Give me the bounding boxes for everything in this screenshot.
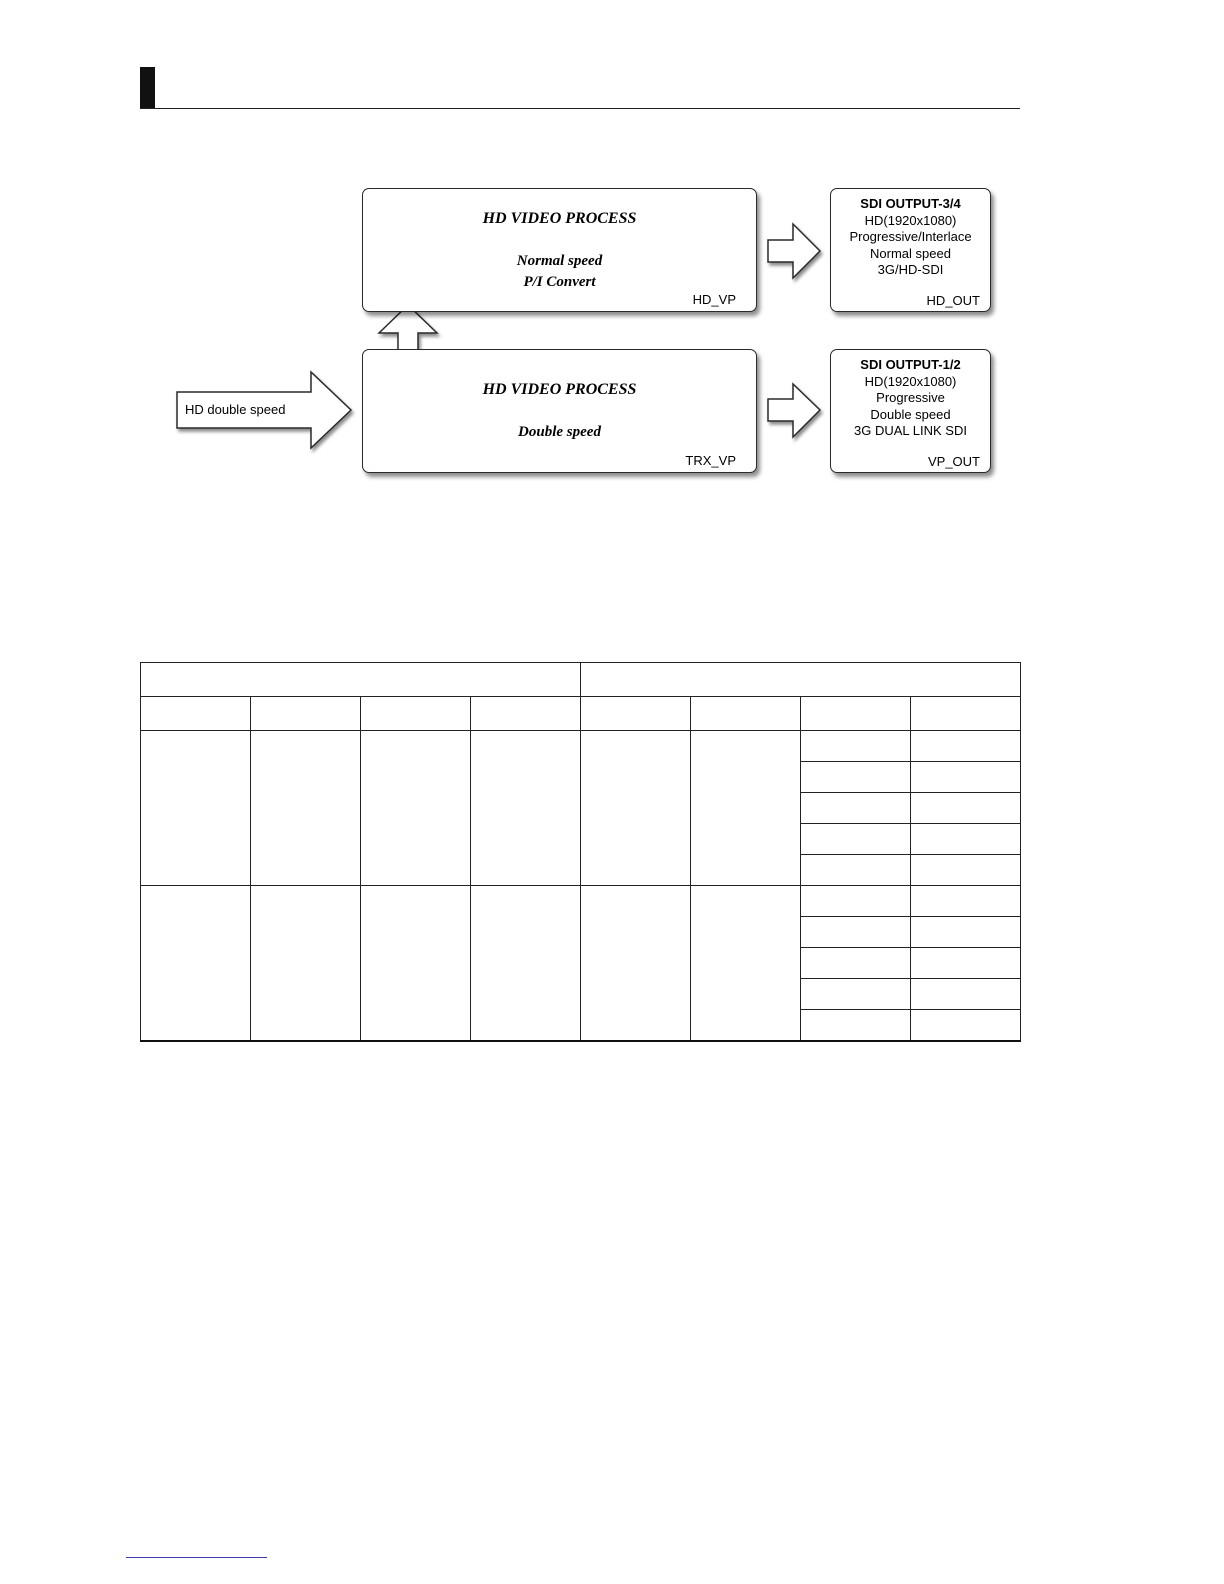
table-row bbox=[141, 731, 1021, 762]
table-group-header-input bbox=[141, 663, 581, 697]
table-cell bbox=[801, 855, 911, 886]
table-cell bbox=[911, 948, 1021, 979]
sdi-output-34-box bbox=[830, 188, 991, 312]
table-cell bbox=[691, 886, 801, 1042]
section-rule bbox=[140, 108, 1020, 109]
table-column-header bbox=[141, 697, 251, 731]
output-34-line: HD(1920x1080) bbox=[864, 212, 957, 228]
table-cell bbox=[911, 886, 1021, 917]
table-column-header bbox=[801, 697, 911, 731]
table-cell bbox=[801, 979, 911, 1010]
output-34-line: Progressive/Interlace bbox=[849, 229, 972, 244]
trx-process-title: HD VIDEO PROCESS bbox=[482, 381, 637, 398]
format-table bbox=[140, 662, 1021, 1042]
table-cell bbox=[911, 793, 1021, 824]
table-cell bbox=[581, 731, 691, 886]
table-cell bbox=[801, 731, 911, 762]
output-34-title: SDI OUTPUT-3/4 bbox=[860, 196, 961, 211]
output-34-line: Normal speed bbox=[870, 245, 951, 261]
table-column-header bbox=[251, 697, 361, 731]
table-column-header-row bbox=[141, 697, 1021, 731]
output-12-line: 3G DUAL LINK SDI bbox=[854, 423, 967, 438]
table-cell bbox=[141, 886, 251, 1042]
table-column-header bbox=[471, 697, 581, 731]
table-cell bbox=[801, 762, 911, 793]
right-arrow-hd bbox=[768, 224, 820, 278]
table-cell bbox=[251, 731, 361, 886]
table-column-header bbox=[361, 697, 471, 731]
output-12-title: SDI OUTPUT-1/2 bbox=[860, 357, 961, 372]
table-cell bbox=[361, 886, 471, 1042]
table-cell bbox=[581, 886, 691, 1042]
table-cell bbox=[691, 731, 801, 886]
section-marker bbox=[140, 67, 155, 109]
table-cell bbox=[911, 917, 1021, 948]
table-cell bbox=[911, 1010, 1021, 1042]
table-cell bbox=[911, 855, 1021, 886]
table-row bbox=[141, 886, 1021, 917]
input-label: HD double speed bbox=[185, 402, 286, 417]
table-column-header bbox=[581, 697, 691, 731]
table-cell bbox=[471, 731, 581, 886]
table-cell bbox=[801, 793, 911, 824]
right-arrow-trx bbox=[768, 384, 820, 437]
output-12-line: Double speed bbox=[870, 406, 951, 422]
table-cell bbox=[141, 731, 251, 886]
table-cell bbox=[471, 886, 581, 1042]
table-cell bbox=[911, 824, 1021, 855]
hd-video-process-box bbox=[362, 188, 757, 312]
signal-flow-diagram bbox=[165, 180, 1005, 490]
table-cell bbox=[251, 886, 361, 1042]
table-cell bbox=[911, 979, 1021, 1010]
hd-process-line1: Normal speed bbox=[516, 253, 603, 269]
table-cell bbox=[801, 1010, 911, 1042]
hd-process-title: HD VIDEO PROCESS bbox=[482, 210, 637, 227]
trx-process-tag: TRX_VP bbox=[685, 453, 736, 468]
output-12-line: HD(1920x1080) bbox=[864, 373, 957, 389]
sdi-output-12-box bbox=[830, 349, 991, 473]
table-column-header bbox=[691, 697, 801, 731]
output-12-line: Progressive bbox=[876, 390, 945, 405]
up-arrow bbox=[379, 305, 437, 354]
table-cell bbox=[361, 731, 471, 886]
table-cell bbox=[801, 948, 911, 979]
table-group-header-row bbox=[141, 663, 1021, 697]
table-cell bbox=[801, 824, 911, 855]
table-cell bbox=[911, 731, 1021, 762]
hd-process-tag: HD_VP bbox=[692, 292, 736, 307]
trx-process-line1: Double speed bbox=[518, 424, 601, 440]
hd-process-line2: P/I Convert bbox=[523, 274, 596, 290]
footer-link-underline[interactable] bbox=[126, 1557, 267, 1558]
table-cell bbox=[911, 762, 1021, 793]
table-group-header-output bbox=[581, 663, 1021, 697]
output-34-tag: HD_OUT bbox=[926, 293, 980, 308]
output-12-tag: VP_OUT bbox=[927, 454, 980, 469]
table-column-header bbox=[911, 697, 1021, 731]
trx-video-process-box bbox=[362, 349, 757, 473]
output-34-line: 3G/HD-SDI bbox=[877, 262, 944, 277]
table-cell bbox=[801, 917, 911, 948]
table-cell bbox=[801, 886, 911, 917]
